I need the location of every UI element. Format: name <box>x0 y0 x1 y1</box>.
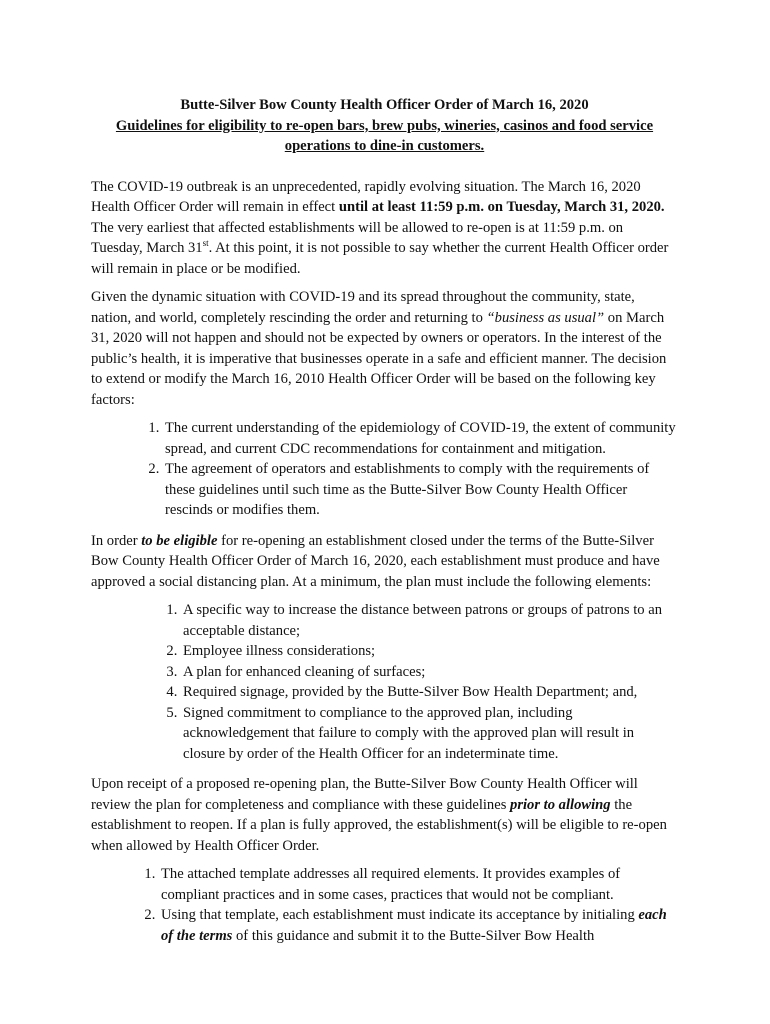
paragraph-order-status <box>91 177 678 280</box>
paragraph-review <box>91 774 678 856</box>
document-subtitle: Guidelines for eligibility to re-open bars, brew pubs, wineries, casinos and food service operations to dine-in customers. <box>115 117 654 154</box>
paragraph-text: The very earliest that affected establishments will be allowed to re-open is at 11:59 p.m. on Tuesday, March 31 <box>91 219 624 256</box>
ordinal-superscript: st <box>202 238 209 249</box>
paragraph-text: In order <box>91 532 142 549</box>
list-item: 3. A plan for enhanced cleaning of surfaces; <box>181 662 678 683</box>
paragraph-text: The COVID-19 outbreak is an unprecedented, rapidly evolving situation. The March 16, 2020 Health Officer Order will remain in effect <box>91 178 641 215</box>
bold-italic-emphasis: to be eligible <box>141 532 218 549</box>
list-item: 2. The agreement of operators and establishments to comply with the requirements of these guidelines until such time as the Butte-Silver Bow County Health Officer rescinds or modifies them. <box>163 459 678 521</box>
document-title: Butte-Silver Bow County Health Officer Order of March 16, 2020 <box>180 97 589 113</box>
plan-elements-list <box>91 600 678 764</box>
list-item: 4. Required signage, provided by the Butte-Silver Bow Health Department; and, <box>181 682 678 703</box>
paragraph-text: on March 31, 2020 will not happen and should not be expected by owners or operators. In the interest of the public’s health, it is imperative that businesses operate in a safe and efficient manner. The decision to extend or modify the March 16, 2010 Health Officer Order will be based on the following key factors: <box>91 309 667 408</box>
paragraph-text: . At this point, it is not possible to say whether the current Health Officer order will remain in place or be modified. <box>91 240 669 277</box>
bold-italic-emphasis: prior to allowing <box>510 796 611 813</box>
bold-deadline: until at least 11:59 p.m. on Tuesday, March 31, 2020. <box>338 199 665 215</box>
paragraph-eligibility <box>91 531 678 593</box>
paragraph-text: Given the dynamic situation with COVID-19 and its spread throughout the community, state, nation, and world, completely rescinding the order and returning to <box>91 289 635 326</box>
procedure-steps-list <box>91 864 678 946</box>
list-item-text: of this guidance and submit it to the Butte-Silver Bow Health <box>232 927 595 944</box>
paragraph-text: Upon receipt of a proposed re-opening plan, the Butte-Silver Bow County Health Officer will review the plan for completeness and compliance with these guidelines <box>91 776 638 813</box>
bold-italic-emphasis: each of the terms <box>161 907 667 944</box>
paragraph-dynamic-situation <box>91 287 678 410</box>
list-item-text: Using that template, each establishment must indicate its acceptance by initialing <box>161 907 639 923</box>
list-item: 2. Employee illness considerations; <box>181 641 678 662</box>
italic-quote: “business as usual” <box>486 309 605 326</box>
paragraph-text: for re-opening an establishment closed under the terms of the Butte-Silver Bow County Health Officer Order of March 16, 2020, each establishment must produce and have approved a social distancing plan. At a minimum, the plan must include the following elements: <box>91 532 660 590</box>
list-item: 5. Signed commitment to compliance to the approved plan, including acknowledgement that failure to comply with the approved plan will result in closure by order of the Health Officer for an indeterminate time. <box>181 703 678 765</box>
list-item: 1. A specific way to increase the distance between patrons or groups of patrons to an acceptable distance; <box>181 600 678 641</box>
paragraph-text: the establishment to reopen. If a plan is fully approved, the establishment(s) will be eligible to re-open when allowed by Health Officer Order. <box>91 796 667 854</box>
list-item: 1. The current understanding of the epidemiology of COVID-19, the extent of community spread, and current CDC recommendations for containment and mitigation. <box>163 418 678 459</box>
list-item: 1. The attached template addresses all required elements. It provides examples of compliant practices and in some cases, practices that would not be compliant. <box>159 864 678 905</box>
list-item <box>159 905 678 946</box>
key-factors-list <box>91 418 678 521</box>
